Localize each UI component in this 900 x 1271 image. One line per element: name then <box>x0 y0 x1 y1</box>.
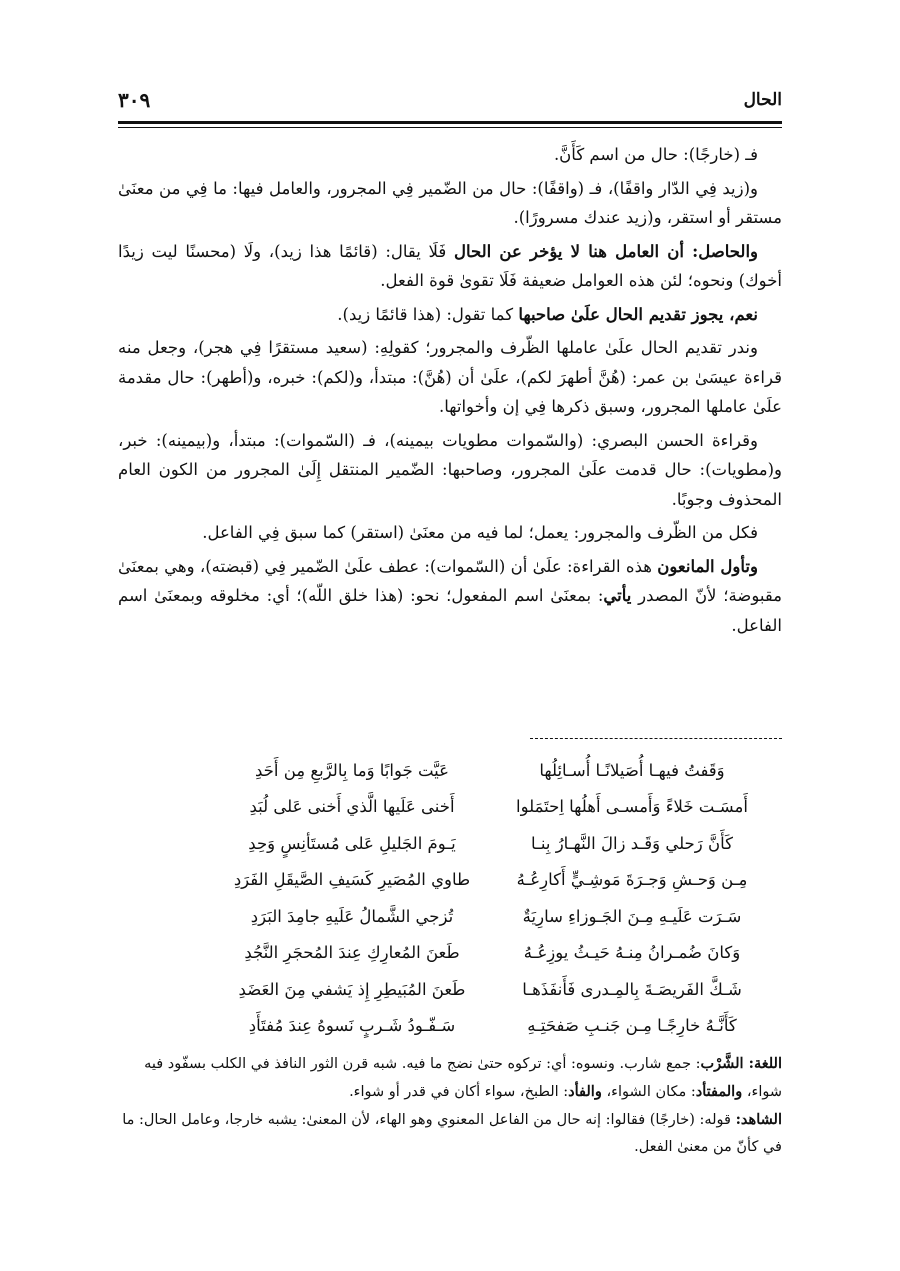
paragraph-4 <box>118 300 782 330</box>
paragraph-6: وقراءة الحسن البصري: (والسّموات مطويات بيمينه)، فـ (السّموات): مبتدأ، و(بيمينه): خبر، و(مطويات): حال قدمت علَىٰ المجرور، وصاحبها: الضّمير المنتقل إِلَىٰ المجرور من الكون العام المحذوف وجوبًا. <box>118 430 782 509</box>
note-shahid-label: الشاهد: <box>735 1111 782 1128</box>
paragraph-3-lead: والحاصل: أن العامل هنا لا يؤخر عن الحال <box>453 241 758 261</box>
paragraph-8-lead: وتأول المانعون <box>657 556 758 576</box>
paragraph-8 <box>118 552 782 641</box>
verse-first-hemistich: أَمسَـت خَلاءً وَأَمسـى أَهلُها اِحتَمَلوا <box>516 797 748 817</box>
verse-first-hemistich: كَأَنَّـهُ خارِجًـا مِـن جَنـبِ صَفحَتِـهِ <box>527 1016 737 1036</box>
poem <box>212 752 772 1044</box>
verse-second-hemistich: عَيَّت جَوابًا وَما بِالرَّبعِ مِن أَحَدِ <box>255 760 449 780</box>
verse-second-hemistich: طَعنَ المُعارِكِ عِندَ المُحجَرِ النَّجُدِ <box>244 943 460 963</box>
verse-2 <box>212 789 772 826</box>
paragraph-8-bold: يأتي <box>603 586 632 605</box>
verse-4 <box>212 862 772 899</box>
paragraph-3-rest: فَلَا يقال: (قائمًا هذا زيد)، ولَا (محسنًا ليت زيدًا أخوك) ونحوه؛ لئن هذه العوامل ضعيفة فَلَا تقوىٰ قوة الفعل. <box>118 241 782 290</box>
chapter-title: الحال <box>743 90 782 110</box>
header-rule-thin <box>118 127 782 128</box>
note-lugha-term: الشَّرْب <box>700 1055 749 1072</box>
paragraph-2: و(زيد فِي الدّار واقفًا)، فـ (واقفًا): حال من الضّمير فِي المجرور، والعامل فيها: ما فِي من معنَىٰ مستقر أو استقر، و(زيد عندك مسرورًا). <box>118 178 782 227</box>
verse-second-hemistich: تُزجي الشَّمالُ عَلَيهِ جامِدَ البَرَدِ <box>250 906 454 926</box>
verse-second-hemistich: سَـفّـودُ شَـربٍ نَسوهُ عِندَ مُفتَأَدِ <box>248 1016 456 1036</box>
paragraph-1: فـ (خارجًا): حال من اسم كَأَنَّ. <box>553 145 758 164</box>
page-number: ٣٠٩ <box>118 88 151 112</box>
verse-first-hemistich: مِـن وَحـشِ وَجـرَةَ مَوشِـيٍّ أَكارِعُـهُ <box>516 870 748 890</box>
note-lugha-term-2: والمفتأد <box>695 1083 743 1100</box>
paragraph-8-mid: هذه القراءة: علَىٰ أن (السّموات): عطف علَىٰ الضّمير فِي (قبضته)، وهي بمعنَىٰ مقبوضة؛ لأنّ المصدر <box>118 556 783 605</box>
note-lugha-text-3: : الطبخ، سواء أكان في قدر أو شواء. <box>349 1084 569 1100</box>
paragraph-5: وندر تقديم الحال علَىٰ عاملها الظّرف والمجرور؛ كقولِهِ: (سعيد مستقرًا فِي هجر)، وجعل منه قراءة عيسَىٰ بن عمر: (هُنَّ أطهرَ لكم)، علَىٰ أن (هُنَّ): مبتدأ، و(لكم): خبره، و(أطهر): حال مقدمة علَىٰ عاملها المجرور، وسبق ذكرها فِي إن وأخواتها. <box>118 338 782 416</box>
verse-7 <box>212 971 772 1008</box>
note-shahid-text: قوله: (خارجًا) فقالوا: إنه حال من الفاعل المعنوي وهو الهاء، لأن المعنىٰ: يشبه خارجا، وعامل الحال: ما في كأنّ من معنىٰ الفعل. <box>122 1112 782 1155</box>
note-lugha-term-3: والفأد <box>568 1083 602 1100</box>
paragraph-8-rest: : بمعنَىٰ اسم المفعول؛ نحو: (هذا خلق اللّه)؛ أي: مخلوقه وبمعنَىٰ اسم الفاعل. <box>118 586 782 635</box>
paragraph-3 <box>118 237 782 296</box>
verse-second-hemistich: طاوي المُصَيرِ كَسَيفِ الصَّيقَلِ الفَرَدِ <box>233 870 471 890</box>
note-lugha-text: : جمع شارب. ونسوه: أي: تركوه حتىٰ نضج ما فيه. شبه قرن الثور النافذ في الكلب بسفّود فيه شواء، <box>144 1056 782 1100</box>
footnote-separator <box>530 738 782 739</box>
verse-first-hemistich: وَكانَ ضُمـرانُ مِنـهُ حَيـثُ يوزِعُـهُ <box>523 943 741 963</box>
header-rule-thick <box>118 121 782 124</box>
main-text <box>118 140 782 644</box>
verse-8 <box>212 1008 772 1045</box>
note-lugha <box>118 1050 782 1106</box>
verse-second-hemistich: أَخنى عَلَيها الَّذي أَخنى عَلى لُبَدِ <box>249 797 455 817</box>
verse-1 <box>212 752 772 789</box>
paragraph-4-lead: نعم، يجوز تقديم الحال علَىٰ صاحبها <box>518 304 758 324</box>
verse-first-hemistich: كَأَنَّ رَحلي وَقَـد زالَ النَّهـارُ بِنـا <box>531 833 733 853</box>
verse-6 <box>212 935 772 972</box>
note-lugha-label: اللغة: <box>748 1055 782 1072</box>
running-header <box>118 84 782 116</box>
paragraph-7: فكل من الظّرف والمجرور: يعمل؛ لما فيه من معنَىٰ (استقر) كما سبق فِي الفاعل. <box>202 523 758 542</box>
note-shahid <box>118 1106 782 1161</box>
verse-3 <box>212 825 772 862</box>
verse-5 <box>212 898 772 935</box>
verse-second-hemistich: طَعنَ المُبَيطِرِ إِذ يَشفي مِنَ العَضَدِ <box>238 979 466 999</box>
paragraph-4-rest: كما تقول: (هذا قائمًا زيد). <box>337 304 519 324</box>
footnotes <box>118 1050 782 1161</box>
verse-first-hemistich: وَقَفتُ فيهـا أُصَيلانًـا أُسـائِلُها <box>539 760 725 780</box>
verse-first-hemistich: سَـرَت عَلَيـهِ مِـنَ الجَـوزاءِ سارِيَةٌ <box>522 906 742 926</box>
note-lugha-text-2: : مكان الشواء، <box>601 1084 696 1100</box>
verse-first-hemistich: شَـكَّ الفَريصَـةَ بِالمِـدرى فَأَنفَذَهـا <box>522 979 742 999</box>
verse-second-hemistich: يَـومَ الجَليلِ عَلى مُستَأنِسٍ وَحِدِ <box>248 833 456 853</box>
